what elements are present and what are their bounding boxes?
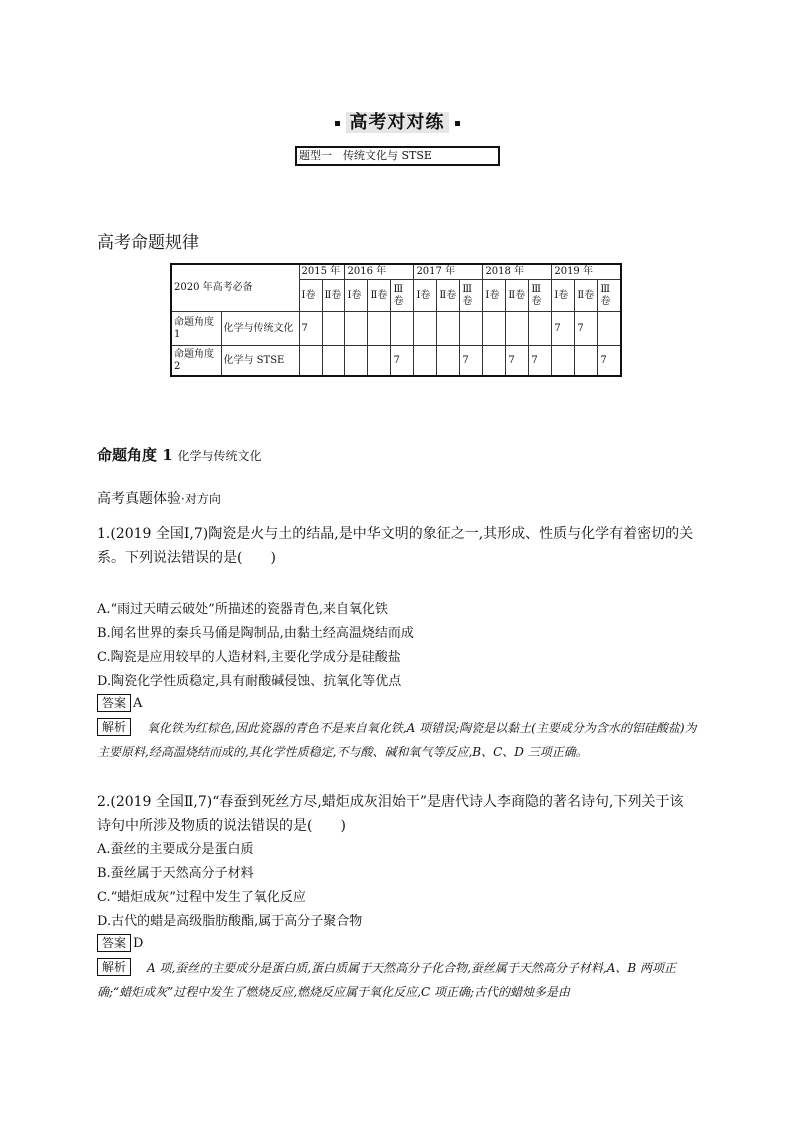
table-year-cell: 2015 年 <box>299 264 345 280</box>
table-year-row <box>171 264 621 280</box>
answer-line <box>97 694 142 712</box>
exam-rules-table <box>170 263 622 377</box>
table-count-cell <box>391 312 414 346</box>
table-count-cell: 7 <box>299 312 322 346</box>
answer-line <box>97 934 143 952</box>
analysis-text: 氧化铁为红棕色,因此瓷器的青色不是来自氧化铁,A 项错误;陶瓷是以黏土(主要成分为含水的铝硅酸盐)为主要原料,经高温烧结而成的,其化学性质稳定,不与酸、碱和氧气等反应,B、C、D 三项正确。 <box>97 721 697 759</box>
question-option: A.蚕丝的主要成分是蛋白质 <box>97 842 254 857</box>
table-count-cell: 7 <box>552 312 575 346</box>
table-year-cell: 2017 年 <box>414 264 483 280</box>
table-count-cell <box>322 346 345 376</box>
answer-label: 答案 <box>97 934 131 952</box>
table-volume-cell: Ⅰ卷 <box>299 280 322 312</box>
table-count-cell <box>552 346 575 376</box>
table-volume-cell: Ⅱ卷 <box>437 280 460 312</box>
table-year-cell: 2018 年 <box>483 264 552 280</box>
table-topic-cell: 化学与 STSE <box>221 346 299 376</box>
table-year-cell: 2019 年 <box>552 264 621 280</box>
table-count-cell <box>506 312 529 346</box>
table-topic-cell: 化学与传统文化 <box>221 312 299 346</box>
question-stem: 1.(2019 全国Ⅰ,7)陶瓷是火与土的结晶,是中华文明的象征之一,其形成、性质与化学有着密切的关系。下列说法错误的是( ) <box>97 526 694 566</box>
question-option: B.蚕丝属于天然高分子材料 <box>97 866 254 881</box>
question-option: D.陶瓷化学性质稳定,具有耐酸碱侵蚀、抗氧化等优点 <box>97 674 402 689</box>
table-count-cell <box>345 346 368 376</box>
subsection-main: 高考真题体验 <box>97 491 181 507</box>
table-volume-cell: Ⅲ卷 <box>598 280 621 312</box>
table-volume-cell: Ⅰ卷 <box>483 280 506 312</box>
question-option: C.陶瓷是应用较早的人造材料,主要化学成分是硅酸盐 <box>97 650 401 665</box>
table-count-cell <box>483 312 506 346</box>
table-volume-cell: Ⅲ卷 <box>460 280 483 312</box>
table-count-cell <box>575 346 598 376</box>
table-count-cell <box>460 312 483 346</box>
table-volume-cell: Ⅰ卷 <box>414 280 437 312</box>
question-option: A.“雨过天晴云破处”所描述的瓷器青色,来自氧化铁 <box>97 602 388 617</box>
table-volume-cell: Ⅱ卷 <box>368 280 391 312</box>
table-count-cell <box>414 312 437 346</box>
table-volume-cell: Ⅱ卷 <box>506 280 529 312</box>
table-count-cell: 7 <box>529 346 552 376</box>
section-title: 高考命题规律 <box>97 233 199 253</box>
table-row <box>171 312 621 346</box>
analysis-text: A 项,蚕丝的主要成分是蛋白质,蛋白质属于天然高分子化合物,蚕丝属于天然高分子材料,A、B 两项正确;“蜡炬成灰”过程中发生了燃烧反应,燃烧反应属于氧化反应,C 项正确;古代的蜡烛多是由 <box>97 961 677 999</box>
angle-name: 化学与传统文化 <box>177 449 262 463</box>
angle-heading <box>97 444 261 465</box>
question-type-box: 题型一 传统文化与 STSE <box>295 146 500 166</box>
question-stem: 2.(2019 全国Ⅱ,7)“春蚕到死丝方尽,蜡炬成灰泪始干”是唐代诗人李商隐的著名诗句,下列关于该诗句中所涉及物质的说法错误的是( ) <box>97 794 684 834</box>
table-volume-cell: Ⅱ卷 <box>575 280 598 312</box>
table-count-cell <box>414 346 437 376</box>
bullet-square-icon <box>335 121 340 126</box>
angle-prefix: 命题角度 1 <box>97 446 173 464</box>
table-count-cell: 7 <box>506 346 529 376</box>
table-count-cell: 7 <box>575 312 598 346</box>
table-count-cell <box>437 312 460 346</box>
table-count-cell <box>437 346 460 376</box>
answer-value: D <box>133 936 144 951</box>
table-count-cell <box>483 346 506 376</box>
table-angle-cell: 命题角度 1 <box>171 312 221 346</box>
table-count-cell <box>322 312 345 346</box>
question-option: C.“蜡炬成灰”过程中发生了氧化反应 <box>97 890 306 905</box>
table-volume-cell: Ⅰ卷 <box>552 280 575 312</box>
table-volume-cell: Ⅱ卷 <box>322 280 345 312</box>
table-volume-cell: Ⅰ卷 <box>345 280 368 312</box>
table-angle-cell: 命题角度 2 <box>171 346 221 376</box>
table-count-cell <box>368 312 391 346</box>
subsection-suffix: ·对方向 <box>181 492 221 506</box>
table-row <box>171 346 621 376</box>
question-option: D.古代的蜡是高级脂肪酸酯,属于高分子聚合物 <box>97 914 363 929</box>
table-volume-cell: Ⅲ卷 <box>391 280 414 312</box>
table-count-cell <box>299 346 322 376</box>
table-count-cell <box>345 312 368 346</box>
answer-value: A <box>133 696 143 711</box>
table-count-cell: 7 <box>598 346 621 376</box>
bullet-square-icon <box>455 121 460 126</box>
banner-title: 高考对对练 <box>346 112 449 133</box>
table-count-cell: 7 <box>391 346 414 376</box>
answer-label: 答案 <box>97 694 131 712</box>
question-option: B.闻名世界的秦兵马俑是陶制品,由黏土经高温烧结而成 <box>97 626 414 641</box>
table-count-cell <box>368 346 391 376</box>
analysis-label: 解析 <box>97 958 131 976</box>
analysis-label: 解析 <box>97 718 131 736</box>
table-count-cell: 7 <box>460 346 483 376</box>
table-corner-cell: 2020 年高考必备 <box>171 264 299 312</box>
table-volume-cell: Ⅲ卷 <box>529 280 552 312</box>
table-count-cell <box>529 312 552 346</box>
page-banner <box>0 108 794 134</box>
table-count-cell <box>598 312 621 346</box>
table-year-cell: 2016 年 <box>345 264 414 280</box>
subsection-heading <box>97 488 221 508</box>
